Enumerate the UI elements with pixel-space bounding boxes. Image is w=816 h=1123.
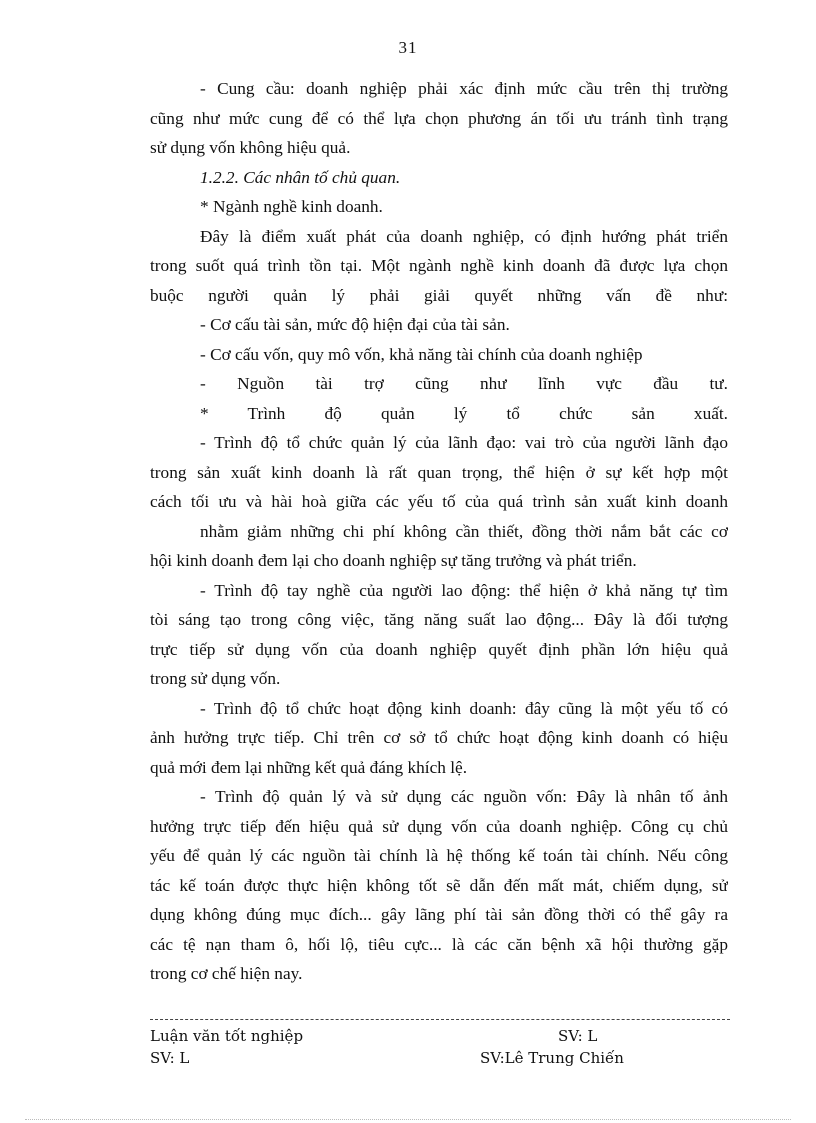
text-line: ảnh hưởng trực tiếp. Chỉ trên cơ sở tổ chức hoạt động kinh doanh có hiệu [150,728,728,747]
text-line: các tệ nạn tham ô, hối lộ, tiêu cực... là các căn bệnh xã hội thường gặp [150,934,728,954]
text-line: hưởng trực tiếp đến hiệu quả sử dụng vốn của doanh nghiệp. Công cụ chủ [150,816,728,836]
text-line: - Trình độ quản lý và sử dụng các nguồn vốn: Đây là nhân tố ảnh [200,787,728,806]
text-line: - Trình độ tổ chức quản lý của lãnh đạo: vai trò của người lãnh đạo [200,433,728,452]
text-line: cũng như mức cung để có thể lựa chọn phương án tối ưu tránh tình trạng [150,108,728,128]
subheading: * Ngành nghề kinh doanh. [200,197,383,216]
text-line: yếu để quản lý các nguồn tài chính là hệ thống kế toán tài chính. Nếu công [150,846,728,865]
document-body [150,74,728,989]
text-line: sử dụng vốn không hiệu quả. [150,138,351,157]
text-line: tòi sáng tạo trong công việc, tăng năng suất lao động... Đây là đối tượng [150,610,728,629]
list-item: - Cơ cấu tài sản, mức độ hiện đại của tài sản. [200,315,510,334]
list-item: - Nguồn tài trợ cũng như lĩnh vực đầu tư. [200,374,728,393]
text-line: dụng không đúng mục đích... gây lãng phí tài sản đồng thời có thể gây ra [150,905,728,924]
text-line: - Trình độ tổ chức hoạt động kinh doanh: đây cũng là một yếu tố có [200,698,728,718]
text-line: hội kinh doanh đem lại cho doanh nghiệp sự tăng trưởng và phát triển. [150,551,637,570]
text-line: - Trình độ tay nghề của người lao động: thể hiện ở khả năng tự tìm [200,580,728,600]
text-line: nhằm giảm những chi phí không cần thiết, đồng thời nắm bắt các cơ [200,521,728,541]
list-item: - Cơ cấu vốn, quy mô vốn, khả năng tài chính của doanh nghiệp [200,344,643,364]
footer-row-bottom [150,1048,730,1068]
footer-student-short-bottom: SV: L [150,1049,190,1067]
footer-thesis-label: Luận văn tốt nghiệp [150,1027,304,1045]
text-line: tác kế toán được thực hiện không tốt sẽ dẫn đến mất mát, chiếm dụng, sử [150,875,728,895]
text-line: cách tối ưu và hài hoà giữa các yếu tố của quá trình sản xuất kinh doanh [150,492,728,511]
footer-divider [150,1019,730,1020]
text-line: trong cơ chế hiện nay. [150,964,303,983]
page-bottom-border [25,1119,791,1120]
text-line: buộc người quản lý phải giải quyết những vấn đề như: [150,285,728,305]
text-line: trực tiếp sử dụng vốn của doanh nghiệp quyết định phần lớn hiệu quả [150,639,728,659]
text-line: - Cung cầu: doanh nghiệp phải xác định mức cầu trên thị trường [200,79,728,98]
section-heading: 1.2.2. Các nhân tố chủ quan. [200,167,401,187]
text-line: trong sản xuất kinh doanh là rất quan trọng, thể hiện ở sự kết hợp một [150,462,728,482]
text-line: quả mới đem lại những kết quả đáng khích lệ. [150,757,468,777]
text-line: trong sử dụng vốn. [150,669,281,688]
text-line: Đây là điểm xuất phát của doanh nghiệp, có định hướng phát triển [200,226,728,246]
text-line: trong suốt quá trình tồn tại. Một ngành nghề kinh doanh đã được lựa chọn [150,256,728,275]
footer-row-top [150,1026,730,1046]
subheading: * Trình độ quản lý tổ chức sản xuất. [200,403,728,423]
footer-student-name: SV:Lê Trung Chiến [480,1049,624,1067]
footer-student-short-top: SV: L [558,1027,598,1045]
page-number: 31 [398,38,418,57]
